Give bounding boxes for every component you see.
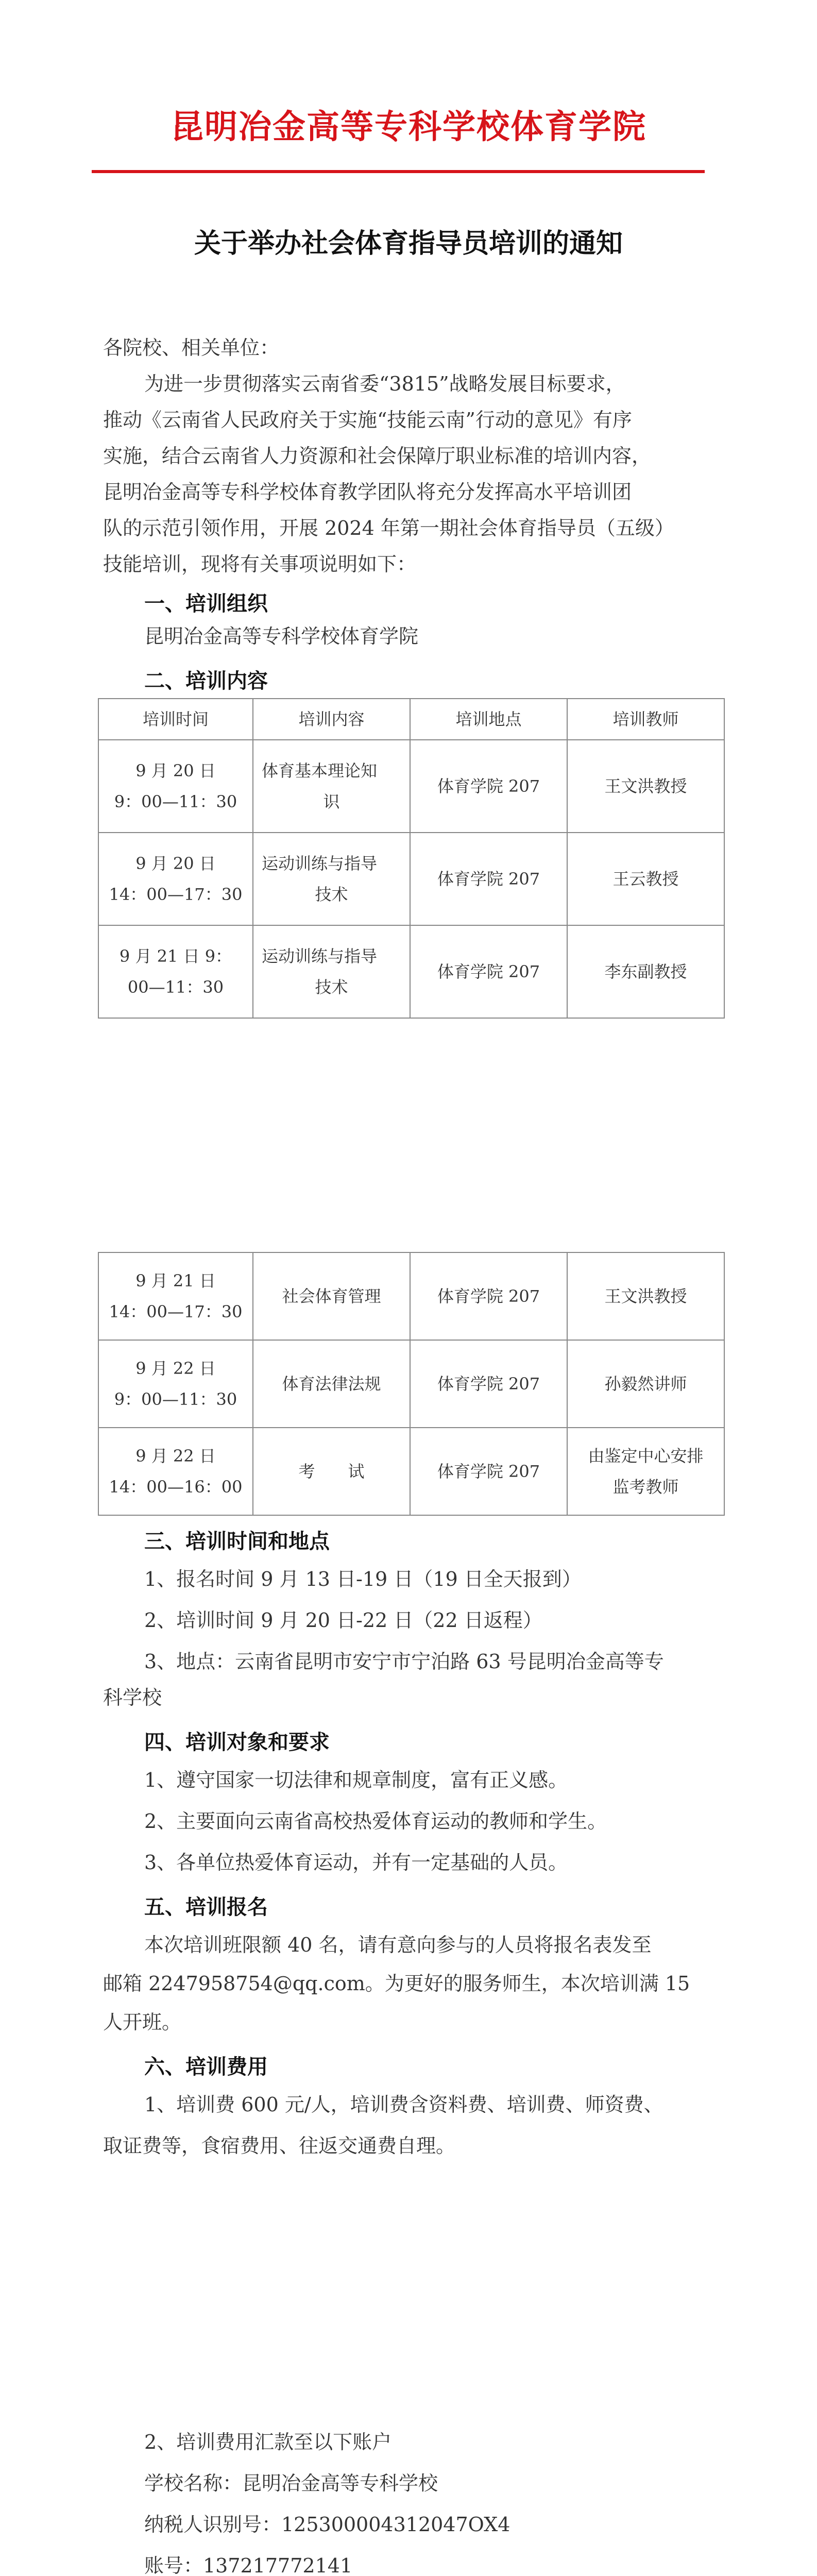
- place-cell: 体育学院 207: [410, 740, 567, 833]
- time-place-item: 科学校: [103, 1686, 162, 1709]
- registration-text: 本次培训班限额 40 名，请有意向参与的人员将报名表发至: [144, 1934, 652, 1956]
- target-item: 2、主要面向云南省高校热爱体育运动的教师和学生。: [144, 1810, 607, 1833]
- time-cell: 9 月 20 日 14：00—17：30: [98, 833, 253, 925]
- registration-text: 邮箱 2247958754@qq.com。为更好的服务师生，本次培训满 15: [103, 1972, 690, 1995]
- content-cell: 社会体育管理: [253, 1252, 410, 1340]
- table-row: [98, 740, 724, 833]
- account-line: 纳税人识别号：125300004312047OX4: [144, 2513, 510, 2536]
- content-cell: 运动训练与指导 技术: [253, 833, 410, 925]
- organizer-text: 昆明冶金高等专科学校体育学院: [144, 625, 419, 648]
- table-row: [98, 1428, 724, 1515]
- section-heading-registration: 五、培训报名: [144, 1895, 268, 1919]
- time-cell: 9 月 22 日 9：00—11：30: [98, 1340, 253, 1428]
- content-cell: 体育基本理论知 识: [253, 740, 410, 833]
- fees-text: 1、培训费 600 元/人，培训费含资料费、培训费、师资费、: [144, 2093, 663, 2116]
- time-cell: 9 月 20 日 9：00—11：30: [98, 740, 253, 833]
- teacher-cell: 王云教授: [567, 833, 724, 925]
- notice-title: 关于举办社会体育指导员培训的通知: [194, 228, 623, 259]
- teacher-cell: 李东副教授: [567, 925, 724, 1018]
- intro-line: 为进一步贯彻落实云南省委“3815”战略发展目标要求，: [144, 372, 625, 395]
- content-cell: 体育法律法规: [253, 1340, 410, 1428]
- section-heading-time-place: 三、培训时间和地点: [144, 1530, 330, 1553]
- intro-line: 昆明冶金高等专科学校体育教学团队将充分发挥高水平培训团: [103, 481, 632, 503]
- section-heading-organization: 一、培训组织: [144, 592, 268, 616]
- table-header-cell: 培训教师: [567, 699, 724, 740]
- account-line: 2、培训费用汇款至以下账户: [144, 2431, 392, 2453]
- time-cell: 9 月 22 日 14：00—16：00: [98, 1428, 253, 1515]
- content-cell: 运动训练与指导 技术: [253, 925, 410, 1018]
- table-header-cell: 培训时间: [98, 699, 253, 740]
- time-cell: 9 月 21 日 14：00—17：30: [98, 1252, 253, 1340]
- place-cell: 体育学院 207: [410, 1340, 567, 1428]
- registration-text: 人开班。: [103, 2011, 182, 2033]
- account-line: 学校名称：昆明冶金高等专科学校: [144, 2472, 438, 2495]
- teacher-cell: 王文洪教授: [567, 740, 724, 833]
- table-row: [98, 1340, 724, 1428]
- table-row: [98, 925, 724, 1018]
- intro-line: 实施，结合云南省人力资源和社会保障厅职业标准的培训内容，: [103, 445, 652, 467]
- section-heading-fees: 六、培训费用: [144, 2055, 268, 2079]
- place-cell: 体育学院 207: [410, 833, 567, 925]
- table-row: [98, 1252, 724, 1340]
- time-place-item: 2、培训时间 9 月 20 日-22 日（22 日返程）: [144, 1609, 542, 1632]
- table-header-cell: 培训内容: [253, 699, 410, 740]
- teacher-cell: 孙毅然讲师: [567, 1340, 724, 1428]
- target-item: 3、各单位热爱体育运动，并有一定基础的人员。: [144, 1851, 568, 1874]
- target-item: 1、遵守国家一切法律和规章制度，富有正义感。: [144, 1769, 568, 1791]
- schedule-table-part2: [98, 1252, 725, 1516]
- intro-line: 技能培训，现将有关事项说明如下：: [103, 553, 417, 575]
- content-cell: 考 试: [253, 1428, 410, 1515]
- account-line: 账号：137217772141: [144, 2554, 353, 2576]
- table-header-cell: 培训地点: [410, 699, 567, 740]
- salutation: 各院校、相关单位：: [103, 336, 280, 359]
- time-place-item: 1、报名时间 9 月 13 日-19 日（19 日全天报到）: [144, 1568, 582, 1590]
- table-row: [98, 833, 724, 925]
- table-header-row: [98, 699, 724, 740]
- place-cell: 体育学院 207: [410, 1428, 567, 1515]
- time-place-item: 3、地点：云南省昆明市安宁市宁泊路 63 号昆明冶金高等专: [144, 1650, 664, 1673]
- time-cell: 9 月 21 日 9： 00—11：30: [98, 925, 253, 1018]
- section-heading-content: 二、培训内容: [144, 669, 268, 693]
- teacher-cell: 由鉴定中心安排 监考教师: [567, 1428, 724, 1515]
- school-header: 昆明冶金高等专科学校体育学院: [171, 108, 646, 146]
- place-cell: 体育学院 207: [410, 925, 567, 1018]
- section-heading-target: 四、培训对象和要求: [144, 1731, 330, 1754]
- header-divider: [92, 170, 705, 173]
- intro-line: 队的示范引领作用，开展 2024 年第一期社会体育指导员（五级）: [103, 517, 674, 539]
- fees-text: 取证费等，食宿费用、往返交通费自理。: [103, 2134, 456, 2157]
- intro-line: 推动《云南省人民政府关于实施“技能云南”行动的意见》有序: [103, 409, 632, 431]
- schedule-table-part1: [98, 698, 725, 1019]
- teacher-cell: 王文洪教授: [567, 1252, 724, 1340]
- place-cell: 体育学院 207: [410, 1252, 567, 1340]
